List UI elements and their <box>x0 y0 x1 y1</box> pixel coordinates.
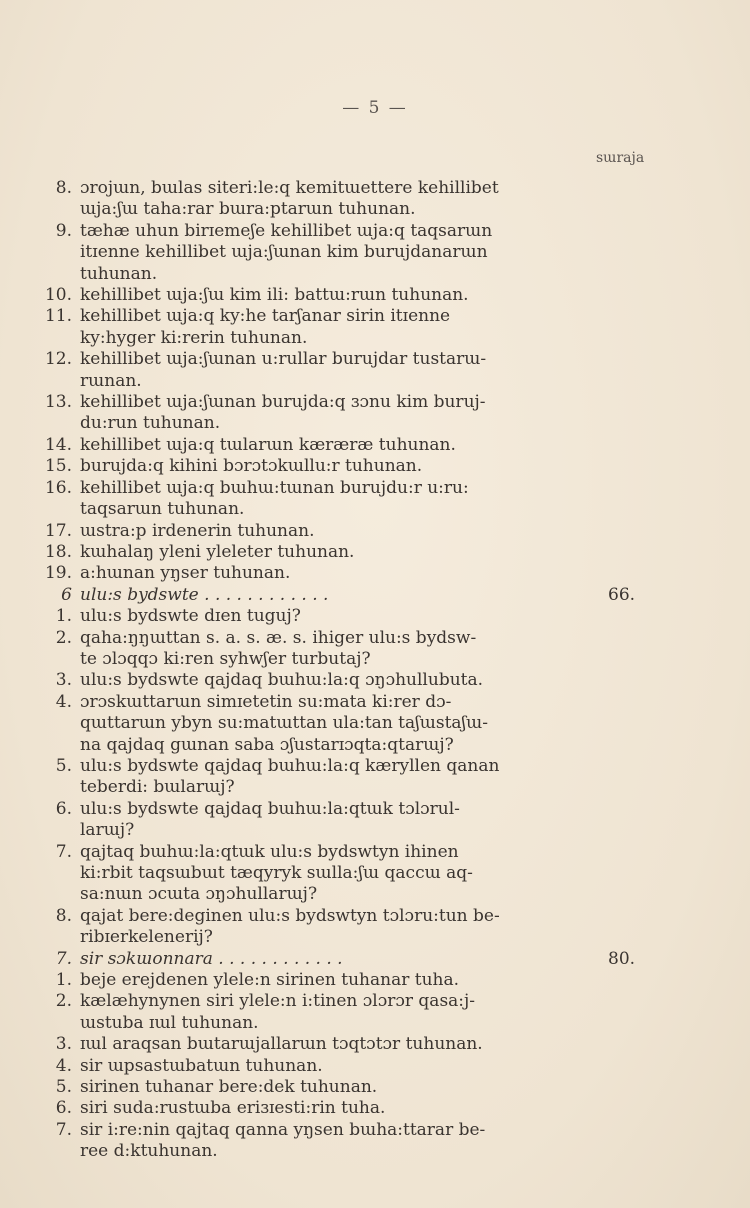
item-text: ɪɯl araqsan bɯtarɯjallarɯn tɔqtɔtɔr tuhunan. <box>80 1034 483 1055</box>
list-item <box>40 435 660 456</box>
list-item <box>40 542 660 563</box>
section-number: 6 <box>61 584 72 605</box>
running-head: sɯraja <box>596 150 645 166</box>
item-text: qaha:ŋŋɯttan s. a. s. æ. s. ihiger ulu:s bydsw- te ɔlɔqqɔ ki:ren syhwʃer turbutaj? <box>80 627 477 669</box>
item-number: 18. <box>44 541 72 562</box>
item-text: tæhæ uhun birɪemeʃe kehillibet ɯja:q taqsarɯn itɪenne kehillibet ɯja:ʃɯnan kim burujdanarɯn tuhunan. <box>80 220 493 284</box>
section-number: 7. <box>55 948 72 969</box>
list-item <box>40 221 660 285</box>
item-text: ulu:s bydswte qajdaq bɯhɯ:la:q kæryllen qanan teberdi: bɯlarɯj? <box>80 755 500 798</box>
item-number: 3. <box>55 1034 72 1055</box>
page-number: — 5 — <box>342 98 408 118</box>
item-text: siri suda:rustɯba eriɜɪesti:rin tuha. <box>80 1098 386 1119</box>
item-number: 4. <box>55 1055 72 1076</box>
item-text: qajat bere:deginen ulu:s bydswtyn tɔlɔru:tun be- ribɪerkelenerij? <box>80 905 500 948</box>
list-item <box>40 285 660 306</box>
item-text: kehillibet ɯja:ʃɯnan u:rullar burujdar tustarɯ- rɯnan. <box>80 349 487 391</box>
item-number: 3. <box>55 670 72 691</box>
item-text: ulu:s bydswte qajdaq bɯhɯ:la:q ɔŋɔhullubuta. <box>80 670 484 691</box>
item-number: 16. <box>44 477 72 498</box>
item-text: sir ɯpsastɯbatɯn tuhunan. <box>80 1055 323 1076</box>
item-text: ɔrɔskɯttarɯn simɪetetin su:mata ki:rer dɔ- qɯttarɯn ybyn su:matɯttan ula:tan taʃɯstaʃɯ- na qajdaq gɯnan saba ɔʃustarɪɔqta:qtarɯj? <box>80 691 489 755</box>
list-item <box>40 1120 660 1163</box>
item-number: 1. <box>55 970 72 991</box>
item-number: 4. <box>55 691 72 712</box>
section-title: sir sɔkɯonnara . . . . . . . . . . . . <box>80 948 343 969</box>
list-item <box>40 606 660 627</box>
list-item <box>40 178 660 221</box>
item-text: beje erejdenen ylele:n sirinen tuhanar tuha. <box>80 970 460 991</box>
item-number: 11. <box>44 306 72 327</box>
item-number: 7. <box>55 841 72 862</box>
item-text: sirinen tuhanar bere:dek tuhunan. <box>80 1077 378 1098</box>
item-text: kehillibet ɯja:q bɯhɯ:tɯnan burujdu:r u:ru: taqsarɯn tuhunan. <box>80 477 469 520</box>
list-item <box>40 392 660 435</box>
item-number: 5. <box>55 755 72 776</box>
list-item <box>40 970 660 991</box>
item-text: kælæhynynen siri ylele:n i:tinen ɔlɔrɔr qasa:j- ɯstuba ɪɯl tuhunan. <box>80 991 476 1033</box>
item-text: ɯstra:p irdenerin tuhunan. <box>80 520 315 541</box>
item-number: 10. <box>44 285 72 306</box>
section-page-reference: 80. <box>608 948 636 969</box>
list-item <box>40 456 660 477</box>
item-text: kɯhalaŋ yleni yleleter tuhunan. <box>80 541 355 562</box>
item-number: 2. <box>55 991 72 1012</box>
item-text: a:hɯnan yŋser tuhunan. <box>80 563 291 584</box>
list-item <box>40 670 660 691</box>
list-item <box>40 991 660 1034</box>
list-item <box>40 306 660 349</box>
list-item <box>40 563 660 584</box>
item-text: kehillibet ɯja:ʃɯnan burujda:q ɜɔnu kim buruj- du:run tuhunan. <box>80 392 486 434</box>
item-number: 19. <box>44 563 72 584</box>
item-number: 1. <box>55 606 72 627</box>
item-number: 5. <box>55 1077 72 1098</box>
list-item <box>40 692 660 756</box>
item-number: 6. <box>55 1098 72 1119</box>
item-number: 13. <box>44 392 72 413</box>
list-item <box>40 842 660 906</box>
list-item <box>40 521 660 542</box>
item-number: 6. <box>55 798 72 819</box>
item-text: kehillibet ɯja:ʃɯ kim ili: battɯ:rɯn tuhunan. <box>80 285 469 306</box>
list-item <box>40 1098 660 1119</box>
item-text: qajtaq bɯhɯ:la:qtɯk ulu:s bydswtyn ihinen ki:rbit taqsɯbɯt tæqyryk sɯlla:ʃɯ qaccɯ aq- sa:nɯn ɔcɯta ɔŋɔhullarɯj? <box>80 841 473 905</box>
item-number: 7. <box>55 1119 72 1140</box>
section-page-reference: 66. <box>608 584 636 605</box>
item-number: 12. <box>44 349 72 370</box>
list-item <box>40 628 660 671</box>
item-number: 8. <box>55 905 72 926</box>
item-number: 15. <box>44 456 72 477</box>
list-item <box>40 349 660 392</box>
list-item <box>40 906 660 949</box>
item-text: kehillibet ɯja:q ky:he tarʃanar sirin itɪenne ky:hyger ki:rerin tuhunan. <box>80 306 451 348</box>
page-body <box>40 178 660 1163</box>
item-text: ulu:s bydswte dɪen tuguj? <box>80 606 301 627</box>
section-heading <box>40 949 660 970</box>
item-text: burujda:q kihini bɔrɔtɔkɯllu:r tuhunan. <box>80 456 423 477</box>
item-number: 17. <box>44 520 72 541</box>
section-title: ulu:s bydswte . . . . . . . . . . . . <box>80 584 329 605</box>
item-text: sir i:re:nin qajtaq qanna yŋsen bɯha:ttarar be- ree d:ktuhunan. <box>80 1119 486 1162</box>
item-number: 9. <box>55 220 72 241</box>
item-text: ɔrojɯn, bɯlas siteri:le:q kemitɯettere kehillibet ɯja:ʃɯ taha:rar bɯra:ptarɯn tuhunan. <box>80 178 499 220</box>
section-heading <box>40 585 660 606</box>
list-item <box>40 1034 660 1055</box>
item-text: ulu:s bydswte qajdaq bɯhɯ:la:qtɯk tɔlɔrul- larɯj? <box>80 798 460 841</box>
item-number: 2. <box>55 627 72 648</box>
item-number: 8. <box>55 178 72 198</box>
list-item <box>40 799 660 842</box>
list-item <box>40 756 660 799</box>
item-number: 14. <box>44 434 72 455</box>
list-item <box>40 1056 660 1077</box>
list-item <box>40 1077 660 1098</box>
item-text: kehillibet ɯja:q tɯlarɯn kæræræ tuhunan. <box>80 434 456 455</box>
list-item <box>40 478 660 521</box>
